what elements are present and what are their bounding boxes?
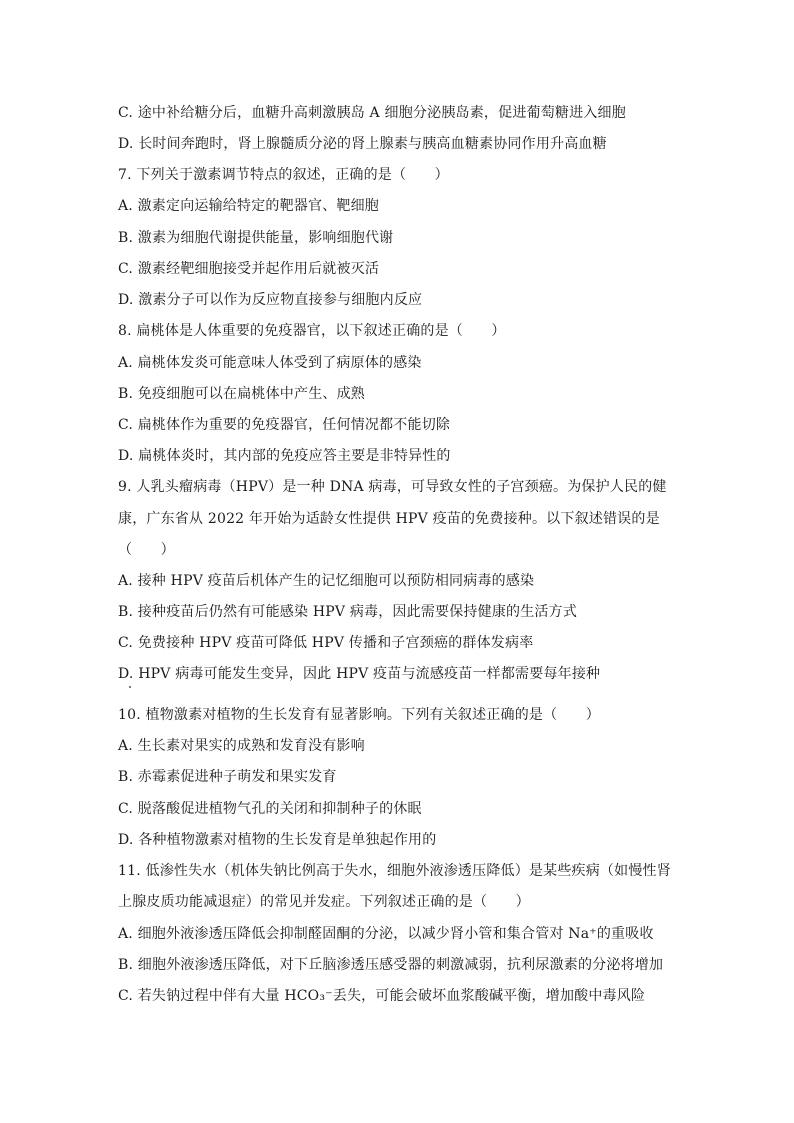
option-9c: C. 免费接种 HPV 疫苗可降低 HPV 传播和子宫颈癌的群体发病率 [118, 635, 534, 651]
option-10c: C. 脱落酸促进植物气孔的关闭和抑制种子的休眠 [118, 801, 422, 817]
option-11a: A. 细胞外液渗透压降低会抑制醛固酮的分泌，以减少肾小管和集合管对 Na⁺的重吸收 [118, 926, 654, 942]
question-9-stem-line1: 9. 人乳头瘤病毒（HPV）是一种 DNA 病毒，可导致女性的子宫颈癌。为保护人民的健 [118, 479, 667, 495]
question-7-stem: 7. 下列关于激素调节特点的叙述，正确的是（ ） [118, 167, 449, 183]
option-8d: D. 扁桃体炎时，其内部的免疫应答主要是非特异性的 [118, 448, 451, 464]
option-8a: A. 扁桃体发炎可能意味人体受到了病原体的感染 [118, 355, 422, 371]
option-10a: A. 生长素对果实的成熟和发育没有影响 [118, 738, 365, 754]
option-9d: D. HPV 病毒可能发生变异，因此 HPV 疫苗与流感疫苗一样都需要每年接种 [118, 666, 601, 682]
option-11c: C. 若失钠过程中伴有大量 HCO₃⁻丢失，可能会破坏血浆酸碱平衡，增加酸中毒风险 [118, 988, 646, 1004]
option-7c: C. 激素经靶细胞接受并起作用后就被灭活 [118, 261, 380, 277]
option-11b: B. 细胞外液渗透压降低，对下丘脑渗透压感受器的刺激减弱，抗利尿激素的分泌将增加 [118, 957, 664, 973]
option-8c: C. 扁桃体作为重要的免疫器官，任何情况都不能切除 [118, 417, 451, 433]
option-7a: A. 激素定向运输给特定的靶器官、靶细胞 [118, 198, 380, 214]
option-8b: B. 免疫细胞可以在扁桃体中产生、成熟 [118, 386, 365, 402]
question-9-stem-line2: 康，广东省从 2022 年开始为适龄女性提供 HPV 疫苗的免费接种。以下叙述错误的是 [118, 511, 660, 527]
option-7d: D. 激素分子可以作为反应物直接参与细胞内反应 [118, 292, 423, 308]
option-7b: B. 激素为细胞代谢提供能量，影响细胞代谢 [118, 230, 394, 246]
question-8-stem: 8. 扁桃体是人体重要的免疫器官，以下叙述正确的是（ ） [118, 323, 506, 339]
question-11-stem-line2: 上腺皮质功能减退症）的常见并发症。下列叙述正确的是（ ） [118, 894, 530, 910]
question-9-blank: （ ） [118, 542, 175, 558]
option-9a: A. 接种 HPV 疫苗后机体产生的记忆细胞可以预防相同病毒的感染 [118, 573, 535, 589]
option-10b: B. 赤霉素促进种子萌发和果实发育 [118, 769, 337, 785]
option-9b: B. 接种疫苗后仍然有可能感染 HPV 病毒，因此需要保持健康的生活方式 [118, 604, 578, 620]
option-10d: D. 各种植物激素对植物的生长发育是单独起作用的 [118, 832, 437, 848]
question-10-stem: 10. 植物激素对植物的生长发育有显著影响。下列有关叙述正确的是（ ） [118, 707, 600, 723]
option-6d: D. 长时间奔跑时，肾上腺髓质分泌的肾上腺素与胰高血糖素协同作用升高血糖 [118, 136, 607, 152]
stray-dot-mark [129, 686, 131, 688]
option-6c: C. 途中补给糖分后，血糖升高刺激胰岛 A 细胞分泌胰岛素，促进葡萄糖进入细胞 [118, 105, 626, 121]
question-11-stem-line1: 11. 低渗性失水（机体失钠比例高于失水，细胞外液渗透压降低）是某些疾病（如慢性肾 [118, 863, 671, 879]
